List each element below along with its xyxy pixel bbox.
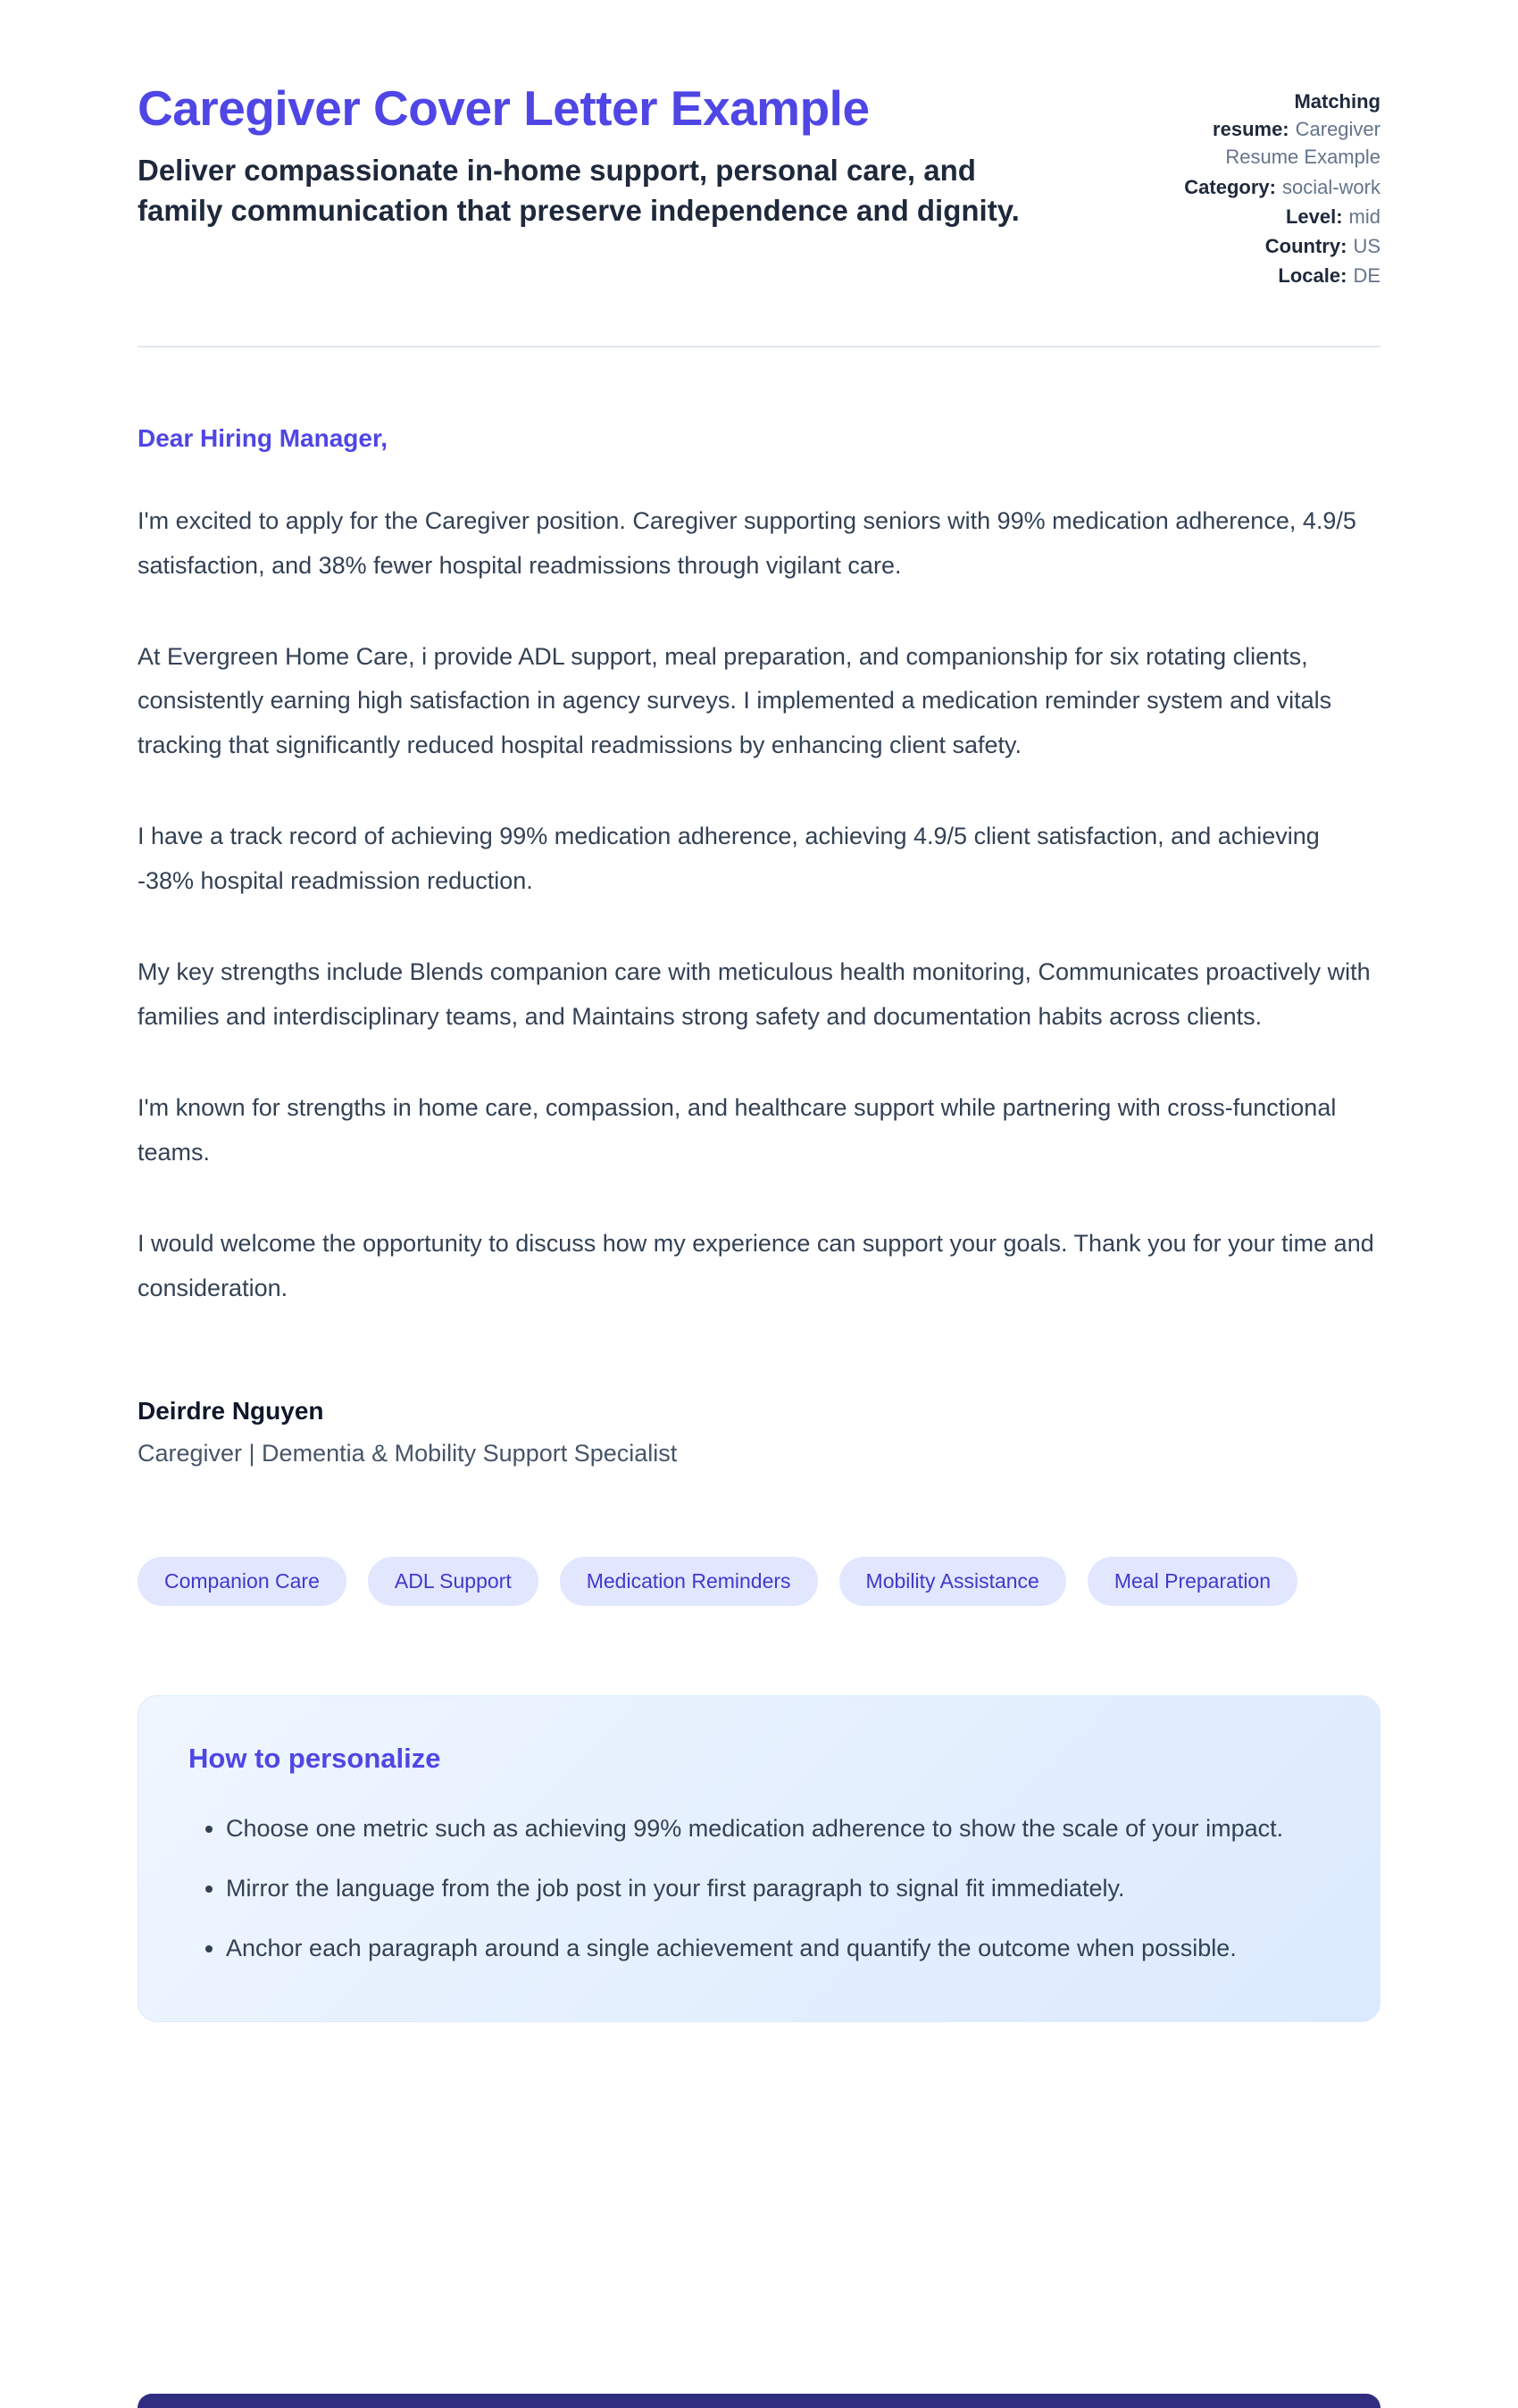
signature-title: Caregiver | Dementia & Mobility Support Specialist (138, 1439, 678, 1467)
tips-card (138, 1695, 1380, 2022)
tip-item: • Anchor each paragraph around a single achievement and quantify the outcome when possible. (226, 1927, 1330, 1970)
tip-item: • Choose one metric such as achieving 99% medication adherence to show the scale of your impact. (226, 1807, 1330, 1851)
meta-label: Matching resume: (1213, 90, 1380, 141)
page-subtitle: Deliver compassionate in-home support, personal care, and family communication that preserve independence and dignity. (138, 154, 1020, 227)
meta-value: US (1353, 235, 1380, 258)
content-column (138, 0, 1380, 2022)
page-title: Caregiver Cover Letter Example (138, 80, 870, 136)
meta-row (1155, 232, 1380, 260)
footer-bar (138, 2394, 1380, 2408)
letter-paragraph: I'm known for strengths in home care, compassion, and healthcare support while partnering with cross-functional teams. (138, 1094, 1337, 1166)
tips-list (188, 1807, 1330, 1969)
header-divider (138, 346, 1380, 347)
meta-value: social-work (1281, 175, 1380, 198)
tag-pill: Medication Reminders (560, 1557, 818, 1607)
meta-label: Category: (1184, 175, 1276, 198)
meta-row (1155, 203, 1380, 230)
tip-item: • Mirror the language from the job post in your first paragraph to signal fit immediately. (226, 1867, 1330, 1911)
letter-paragraph: At Evergreen Home Care, i provide ADL support, meal preparation, and companionship for six rotating clients, consistently earning high satisfaction in agency surveys. I implemented a medication reminder system and vitals tracking that significantly reduced hospital readmissions by enhancing client safety. (138, 642, 1332, 759)
tag-pill: Companion Care (138, 1557, 346, 1607)
letter-paragraph: I'm excited to apply for the Caregiver position. Caregiver supporting seniors with 99% medication adherence, 4.9/5 satisfaction, and 38% fewer hospital readmissions through vigilant care. (138, 506, 1356, 579)
meta-row (1155, 88, 1380, 171)
tag-pill: ADL Support (368, 1557, 538, 1607)
letter-paragraph: I would welcome the opportunity to discuss how my experience can support your goals. Thank you for your time and consideration. (138, 1229, 1374, 1301)
header (138, 80, 1380, 292)
signature-name: Deirdre Nguyen (138, 1396, 324, 1425)
tag-pill: Meal Preparation (1088, 1557, 1297, 1607)
meta-label: Country: (1264, 235, 1347, 258)
meta-value: Caregiver Resume Example (1225, 118, 1380, 169)
meta-block (1155, 80, 1380, 292)
meta-row (1155, 262, 1380, 289)
letter-paragraph: I have a track record of achieving 99% medication adherence, achieving 4.9/5 client satisfaction, and achieving -38% hospital readmission reduction. (138, 823, 1320, 895)
meta-label: Level: (1285, 205, 1343, 228)
letter-paragraph: My key strengths include Blends companion care with meticulous health monitoring, Communicates proactively with families and interdisciplinary teams, and Maintains strong safety and documentation habits across clients. (138, 958, 1371, 1031)
meta-row (1155, 173, 1380, 201)
header-text-block (138, 80, 1120, 230)
tips-heading: How to personalize (188, 1743, 441, 1775)
meta-value: DE (1353, 264, 1380, 288)
meta-value: mid (1348, 205, 1380, 228)
tag-pill: Mobility Assistance (839, 1557, 1066, 1607)
meta-label: Locale: (1278, 264, 1347, 288)
letter-salutation: Dear Hiring Manager, (138, 423, 388, 452)
tag-list (138, 1557, 1380, 1607)
